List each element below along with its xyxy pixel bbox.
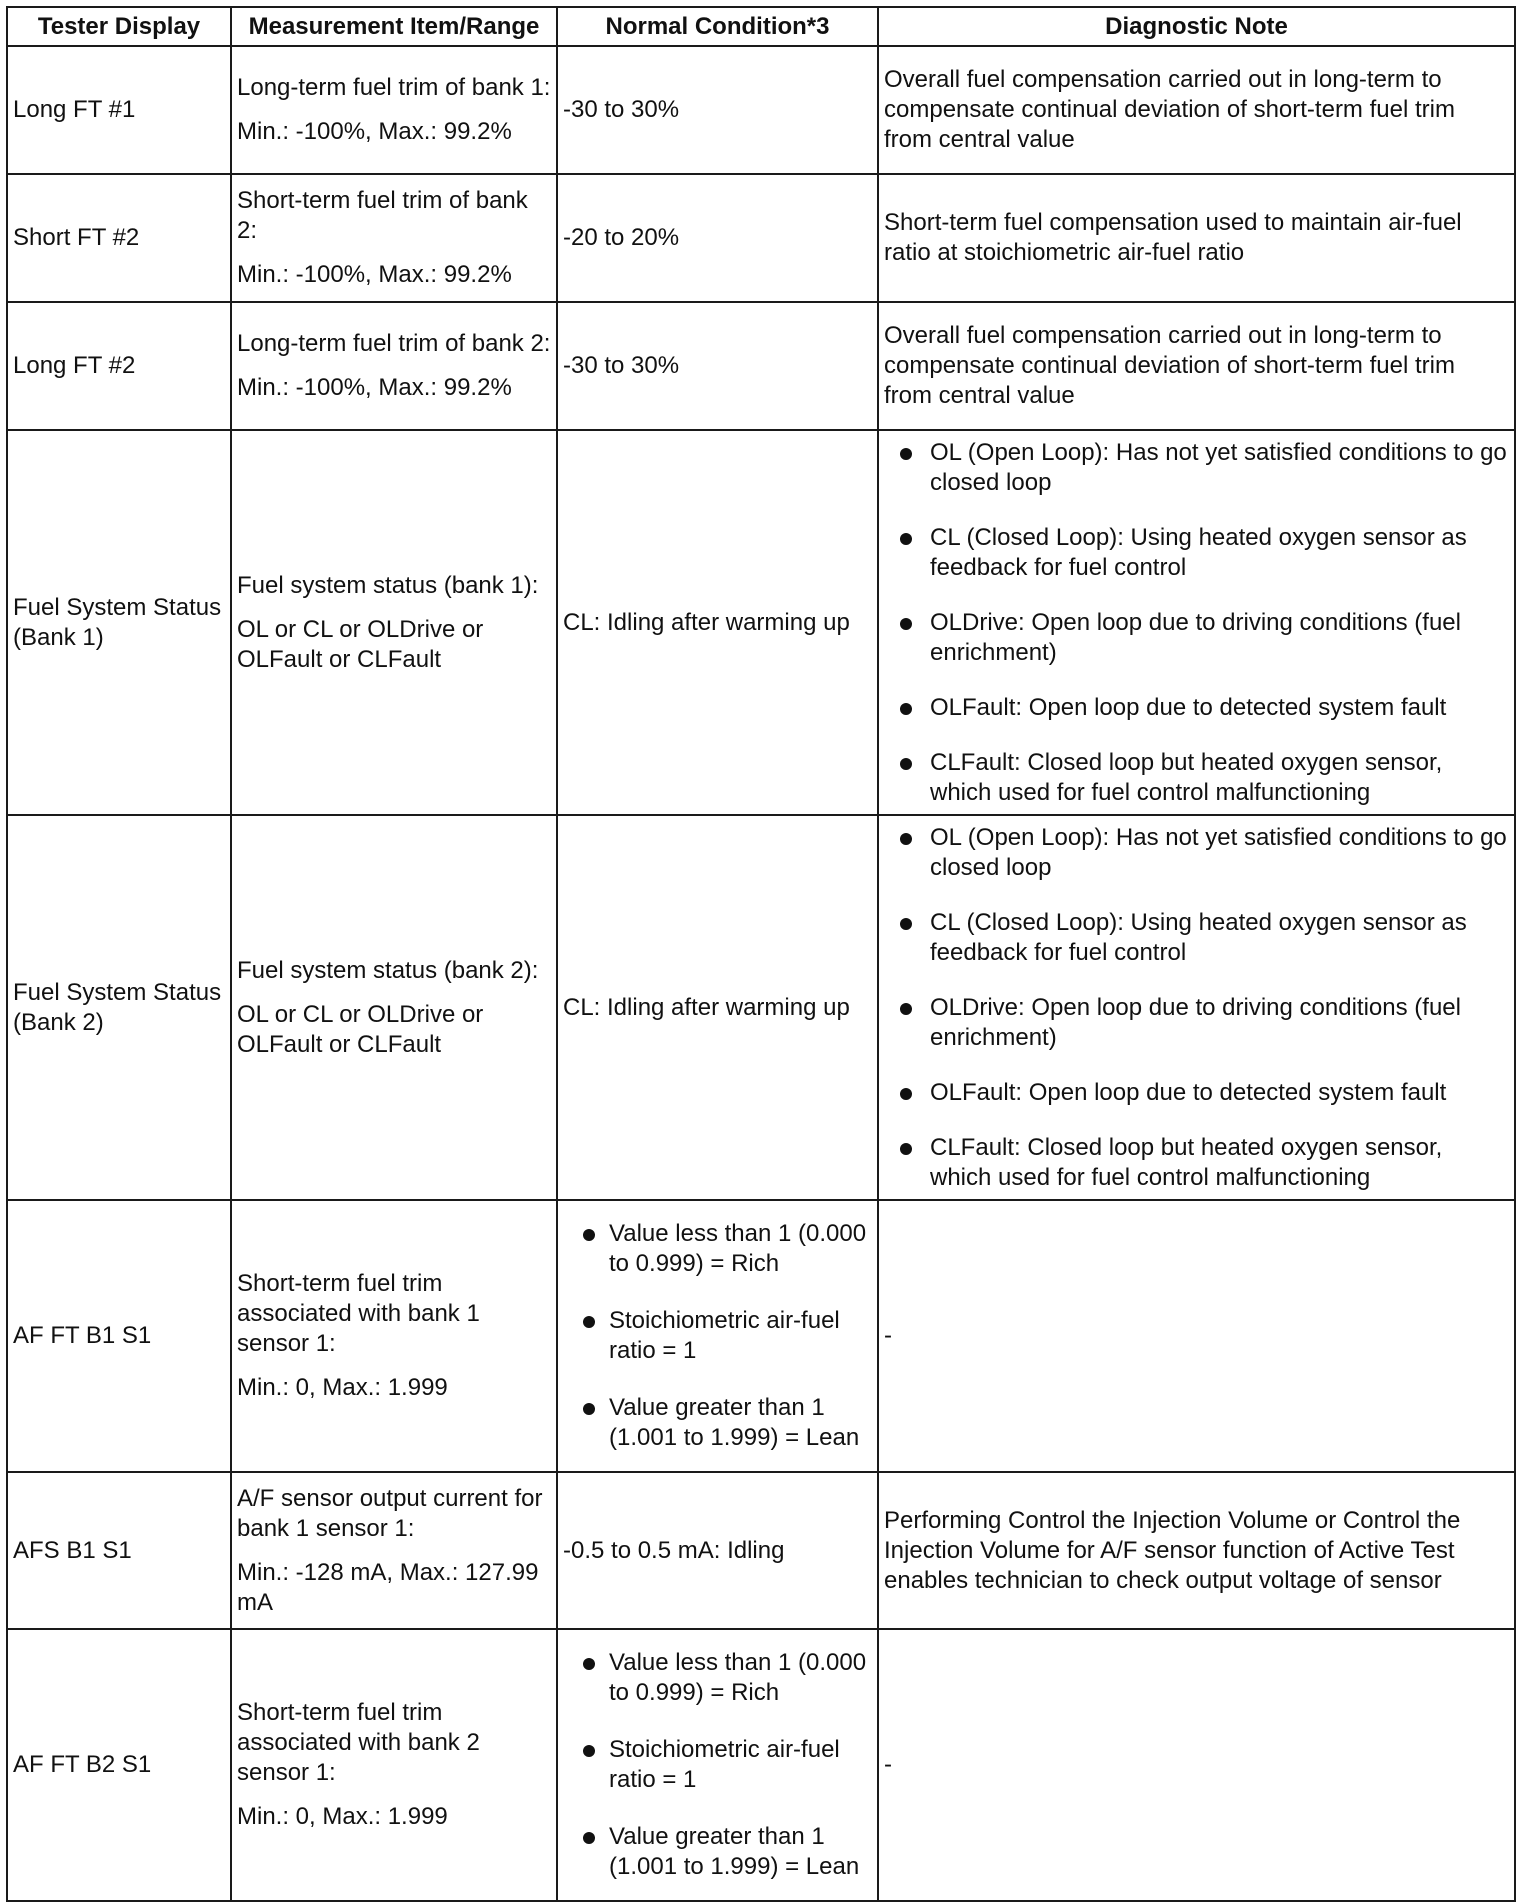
list-item-text: Stoichiometric air-fuel ratio = 1 — [609, 1736, 840, 1793]
table-row — [7, 430, 1515, 815]
bullet-icon — [583, 1658, 595, 1670]
measurement-range: Min.: -100%, Max.: 99.2% — [237, 118, 512, 145]
normal-condition-list — [563, 1648, 872, 1882]
list-item-text: Value greater than 1 (1.001 to 1.999) = Lean — [609, 1823, 860, 1880]
bullet-icon — [900, 1088, 912, 1100]
list-item-text: CLFault: Closed loop but heated oxygen sensor, which used for fuel control malfunctioning — [930, 1133, 1443, 1191]
list-item-text: Value greater than 1 (1.001 to 1.999) = Lean — [609, 1394, 860, 1451]
measurement-item-cell — [231, 430, 557, 815]
measurement-item-cell — [231, 1200, 557, 1472]
tester-display-cell: Fuel System Status (Bank 2) — [7, 815, 231, 1200]
tester-display-cell: AF FT B1 S1 — [7, 1200, 231, 1472]
normal-condition-cell — [557, 1200, 878, 1472]
list-item-text: OL (Open Loop): Has not yet satisfied conditions to go closed loop — [930, 823, 1507, 881]
bullet-icon — [583, 1229, 595, 1241]
diagnostic-note-list — [884, 823, 1509, 1193]
list-item-text: CL (Closed Loop): Using heated oxygen sensor as feedback for fuel control — [930, 523, 1467, 581]
diagnostic-data-table — [6, 6, 1516, 1902]
measurement-range: Min.: 0, Max.: 1.999 — [237, 1803, 448, 1830]
list-item — [884, 1133, 1509, 1193]
list-item — [563, 1822, 872, 1882]
list-item — [884, 693, 1509, 723]
list-item-text: OL (Open Loop): Has not yet satisfied conditions to go closed loop — [930, 438, 1507, 496]
bullet-icon — [900, 618, 912, 630]
list-item — [884, 438, 1509, 498]
measurement-item-cell — [231, 174, 557, 302]
table-header-row — [7, 7, 1515, 46]
diagnostic-note-cell: Overall fuel compensation carried out in long-term to compensate continual deviation of short-term fuel trim from central value — [878, 302, 1515, 430]
list-item — [563, 1219, 872, 1279]
bullet-icon — [900, 448, 912, 460]
list-item — [884, 908, 1509, 968]
measurement-range: OL or CL or OLDrive or OLFault or CLFault — [237, 1000, 484, 1058]
normal-condition-cell: -0.5 to 0.5 mA: Idling — [557, 1472, 878, 1629]
normal-condition-cell: -30 to 30% — [557, 46, 878, 174]
tester-display-cell: Short FT #2 — [7, 174, 231, 302]
header-measurement-item: Measurement Item/Range — [231, 7, 557, 46]
diagnostic-note-cell: Overall fuel compensation carried out in long-term to compensate continual deviation of short-term fuel trim from central value — [878, 46, 1515, 174]
measurement-item: Fuel system status (bank 2): — [237, 956, 539, 984]
measurement-item-cell — [231, 815, 557, 1200]
list-item-text: CLFault: Closed loop but heated oxygen sensor, which used for fuel control malfunctioning — [930, 748, 1443, 806]
list-item-text: OLFault: Open loop due to detected system fault — [930, 693, 1447, 721]
table-row — [7, 174, 1515, 302]
measurement-item: Short-term fuel trim of bank 2: — [237, 187, 528, 244]
normal-condition-list — [563, 1219, 872, 1453]
normal-condition-cell: CL: Idling after warming up — [557, 430, 878, 815]
bullet-icon — [583, 1403, 595, 1415]
normal-condition-cell — [557, 1629, 878, 1901]
diagnostic-note-cell — [878, 430, 1515, 815]
bullet-icon — [900, 703, 912, 715]
diagnostic-note-cell: Short-term fuel compensation used to maintain air-fuel ratio at stoichiometric air-fuel ratio — [878, 174, 1515, 302]
tester-display-cell: Long FT #2 — [7, 302, 231, 430]
diagnostic-note-cell — [878, 815, 1515, 1200]
bullet-icon — [900, 918, 912, 930]
measurement-item-cell — [231, 302, 557, 430]
measurement-range: Min.: -128 mA, Max.: 127.99 mA — [237, 1558, 539, 1616]
list-item — [563, 1735, 872, 1795]
table-row — [7, 1200, 1515, 1472]
bullet-icon — [900, 758, 912, 770]
bullet-icon — [900, 533, 912, 545]
measurement-item-cell — [231, 46, 557, 174]
measurement-range: Min.: 0, Max.: 1.999 — [237, 1374, 448, 1401]
list-item — [884, 523, 1509, 583]
list-item-text: Value less than 1 (0.000 to 0.999) = Rich — [609, 1649, 867, 1706]
normal-condition-cell: CL: Idling after warming up — [557, 815, 878, 1200]
table-row — [7, 46, 1515, 174]
bullet-icon — [583, 1316, 595, 1328]
measurement-range: OL or CL or OLDrive or OLFault or CLFault — [237, 615, 484, 673]
measurement-item: Fuel system status (bank 1): — [237, 571, 539, 599]
measurement-item: A/F sensor output current for bank 1 sensor 1: — [237, 1484, 543, 1542]
tester-display-cell: AFS B1 S1 — [7, 1472, 231, 1629]
bullet-icon — [583, 1832, 595, 1844]
measurement-item: Short-term fuel trim associated with bank 2 sensor 1: — [237, 1699, 480, 1786]
list-item-text: OLDrive: Open loop due to driving conditions (fuel enrichment) — [930, 993, 1461, 1051]
list-item-text: Stoichiometric air-fuel ratio = 1 — [609, 1307, 840, 1364]
measurement-range: Min.: -100%, Max.: 99.2% — [237, 374, 512, 401]
list-item-text: CL (Closed Loop): Using heated oxygen sensor as feedback for fuel control — [930, 908, 1467, 966]
list-item — [884, 823, 1509, 883]
measurement-range: Min.: -100%, Max.: 99.2% — [237, 261, 512, 288]
table-row — [7, 302, 1515, 430]
list-item — [884, 608, 1509, 668]
list-item-text: Value less than 1 (0.000 to 0.999) = Rich — [609, 1220, 867, 1277]
diagnostic-note-cell: Performing Control the Injection Volume or Control the Injection Volume for A/F sensor function of Active Test enables technician to check output voltage of sensor — [878, 1472, 1515, 1629]
tester-display-cell: AF FT B2 S1 — [7, 1629, 231, 1901]
list-item — [884, 993, 1509, 1053]
table-row — [7, 1472, 1515, 1629]
list-item — [884, 1078, 1509, 1108]
table-row — [7, 1629, 1515, 1901]
tester-display-cell: Long FT #1 — [7, 46, 231, 174]
header-diagnostic-note: Diagnostic Note — [878, 7, 1515, 46]
bullet-icon — [900, 1143, 912, 1155]
list-item-text: OLDrive: Open loop due to driving conditions (fuel enrichment) — [930, 608, 1461, 666]
list-item — [563, 1648, 872, 1708]
normal-condition-cell: -30 to 30% — [557, 302, 878, 430]
bullet-icon — [583, 1745, 595, 1757]
header-normal-condition: Normal Condition*3 — [557, 7, 878, 46]
list-item — [563, 1393, 872, 1453]
list-item — [563, 1306, 872, 1366]
measurement-item-cell — [231, 1629, 557, 1901]
list-item-text: OLFault: Open loop due to detected system fault — [930, 1078, 1447, 1106]
bullet-icon — [900, 1003, 912, 1015]
measurement-item-cell — [231, 1472, 557, 1629]
diagnostic-data-table-page — [6, 6, 1514, 1897]
diagnostic-note-list — [884, 438, 1509, 808]
measurement-item: Long-term fuel trim of bank 2: — [237, 330, 551, 357]
tester-display-cell: Fuel System Status (Bank 1) — [7, 430, 231, 815]
normal-condition-cell: -20 to 20% — [557, 174, 878, 302]
diagnostic-note-cell: - — [878, 1629, 1515, 1901]
bullet-icon — [900, 833, 912, 845]
diagnostic-note-cell: - — [878, 1200, 1515, 1472]
table-row — [7, 815, 1515, 1200]
header-tester-display: Tester Display — [7, 7, 231, 46]
measurement-item: Long-term fuel trim of bank 1: — [237, 74, 551, 101]
measurement-item: Short-term fuel trim associated with bank 1 sensor 1: — [237, 1270, 480, 1357]
list-item — [884, 748, 1509, 808]
